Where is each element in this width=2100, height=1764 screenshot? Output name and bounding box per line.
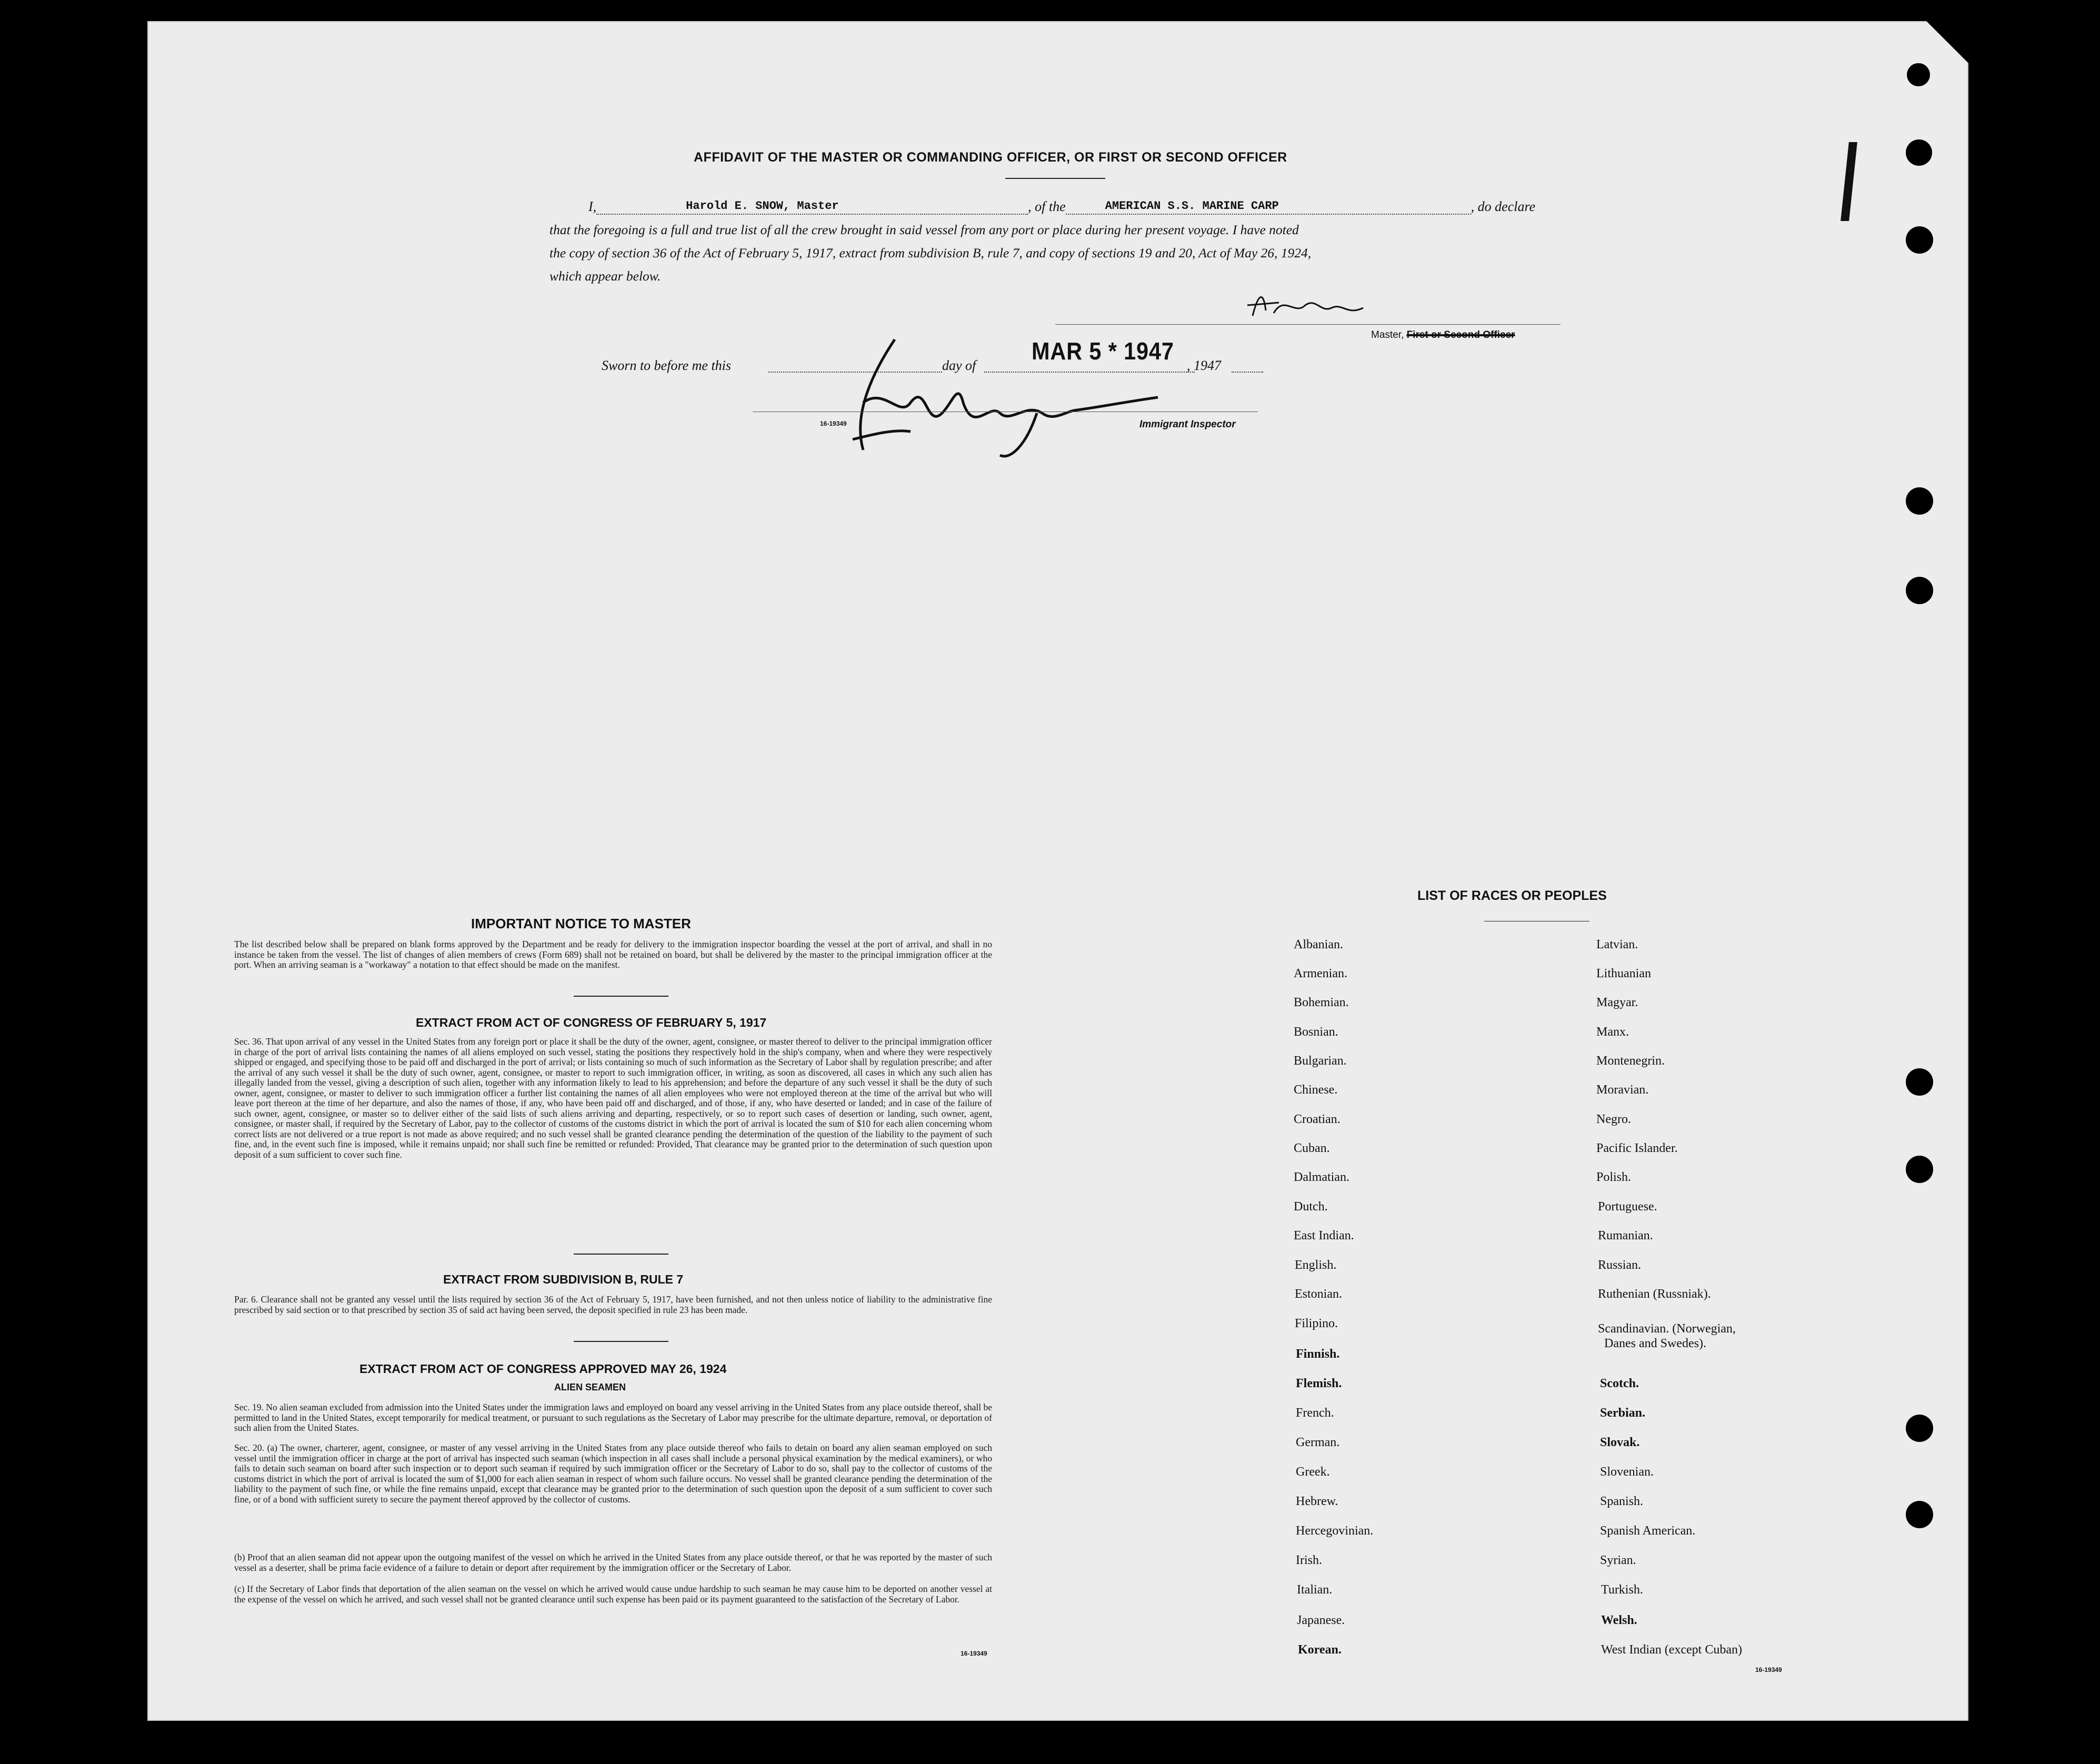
inspector-signature <box>821 324 1163 466</box>
race-left-item: Estonian. <box>1295 1287 1342 1301</box>
race-right-item: Russian. <box>1598 1258 1642 1272</box>
do-declare-label: , do declare <box>1471 199 1536 214</box>
race-left-item: Bosnian. <box>1294 1025 1338 1039</box>
race-left-item: Armenian. <box>1294 967 1347 980</box>
punch-hole <box>1906 139 1932 166</box>
race-left-item: Irish. <box>1296 1553 1322 1567</box>
race-right-item: Rumanian. <box>1598 1229 1653 1242</box>
subdivision-b-title: EXTRACT FROM SUBDIVISION B, RULE 7 <box>443 1272 684 1286</box>
race-left-item: Croatian. <box>1294 1112 1341 1126</box>
race-right-item: Scotch. <box>1600 1377 1639 1390</box>
race-left-item: Japanese. <box>1297 1613 1345 1627</box>
race-right-item: Negro. <box>1596 1112 1631 1126</box>
race-left-item: Albanian. <box>1294 938 1343 951</box>
notice-divider <box>574 996 668 997</box>
vessel-name: AMERICAN S.S. MARINE CARP <box>1105 199 1279 213</box>
race-left-item: French. <box>1296 1406 1334 1420</box>
extract-1917-divider <box>574 1254 668 1255</box>
race-right-item: Polish. <box>1596 1170 1632 1184</box>
race-left-item: Bulgarian. <box>1294 1054 1347 1068</box>
declarant-prefix: I, <box>588 199 597 214</box>
race-right-item: Spanish. <box>1600 1495 1644 1508</box>
year-label: , 1947 <box>1187 358 1221 373</box>
sec-20c-text: (c) If the Secretary of Labor finds that deportation of the alien seaman on the vessel on which he arrived would cause undue hardship to such seaman he may cause him to be deported on another vessel at the expense of the vessel on which he arrived, and such vessel shall not be granted clearance until such expense has been paid or its payment guaranteed to the satisfaction of the Secretary of Labor. <box>234 1583 992 1605</box>
race-right-item: Ruthenian (Russniak). <box>1598 1287 1711 1301</box>
punch-hole <box>1907 63 1930 86</box>
race-left-item: Dutch. <box>1294 1200 1328 1214</box>
race-left-item: Korean. <box>1298 1643 1342 1657</box>
race-right-item: Slovak. <box>1600 1436 1640 1449</box>
race-left-item: Finnish. <box>1296 1347 1340 1361</box>
sec-20a-text: Sec. 20. (a) The owner, charterer, agent, consignee, or master of any vessel arriving in the United States from any place outside thereof who fails to detain on board any alien seaman employed on such vessel until the immigration officer in charge at the port of arrival has inspected such seaman (which inspection in all cases shall include a personal physical examination by the medical examiners), or who fails to detain such seaman on board after such inspection or to deport such seaman if required by such immigration officer or the Secretary of Labor to do so, shall pay to the collector of customs of the customs district in which the port of arrival is located the sum of $1,000 for each alien seaman in respect of whom such failure occurs. No vessel shall be granted clearance pending the determination of the liability to the payment of such fine, or while the fine remains unpaid, except that clearance may be granted prior to the determination of such question upon the deposit of a sum sufficient to cover such fine, or of a bond with sufficient surety to secure the payment thereof approved by the collector of customs. <box>234 1442 992 1505</box>
master-label: Master, <box>1371 329 1407 340</box>
race-right-item: Manx. <box>1596 1025 1629 1039</box>
race-right-item: Danes and Swedes). <box>1604 1337 1706 1350</box>
race-right-item: Scandinavian. (Norwegian, <box>1598 1322 1736 1336</box>
race-left-item: Italian. <box>1297 1583 1333 1597</box>
inspector-label: Immigrant Inspector <box>1139 419 1236 430</box>
race-left-item: Chinese. <box>1294 1083 1338 1097</box>
race-left-item: Filipino. <box>1295 1317 1338 1330</box>
date-stamp: MAR 5 * 1947 <box>1032 337 1174 365</box>
race-right-item: Latvian. <box>1596 938 1638 951</box>
punch-hole <box>1906 1068 1933 1096</box>
punch-hole <box>1906 1415 1933 1442</box>
race-left-item: German. <box>1296 1436 1340 1449</box>
races-title: LIST OF RACES OR PEOPLES <box>1417 888 1607 903</box>
race-left-item: Cuban. <box>1294 1141 1330 1155</box>
notice-form-number: 16-19349 <box>961 1650 987 1657</box>
races-form-number: 16-19349 <box>1755 1666 1782 1673</box>
race-left-item: Greek. <box>1296 1465 1330 1479</box>
notice-text: The list described below shall be prepared on blank forms approved by the Department and be ready for delivery to the immigration inspector boarding the vessel at the port of arrival, and shall in no instance be taken from the vessel. The list of changes of alien members of crews (Form 689) shall not be retained on board, but shall be delivered by the master to the principal immigration officer at the port. When an arriving seaman is a "workaway" a notation to that effect should be made on the manifest. <box>234 939 992 970</box>
master-signature <box>1242 284 1379 326</box>
race-right-item: Montenegrin. <box>1596 1054 1665 1068</box>
race-right-item: Portuguese. <box>1598 1200 1657 1214</box>
master-name-field <box>596 199 1028 215</box>
sec-20b-text: (b) Proof that an alien seaman did not appear upon the outgoing manifest of the vessel on which he arrived in the United States from any place outside thereof, or that he was reported by the master of such vessel as a deserter, shall be prima facie evidence of a failure to detain or deport after requirement by the immigration officer or the Secretary of Labor. <box>234 1552 992 1573</box>
race-right-item: Syrian. <box>1600 1553 1636 1567</box>
subdivision-b-divider <box>574 1341 668 1342</box>
race-left-item: Hebrew. <box>1296 1495 1338 1508</box>
punch-hole <box>1906 226 1933 254</box>
of-the-label: , of the <box>1028 199 1066 214</box>
extract-1924-title: EXTRACT FROM ACT OF CONGRESS APPROVED MAY 26, 1924 <box>359 1362 727 1376</box>
race-right-item: West Indian (except Cuban) <box>1601 1643 1742 1657</box>
extract-1917-title: EXTRACT FROM ACT OF CONGRESS OF FEBRUARY 5, 1917 <box>416 1016 767 1029</box>
alien-seamen-subtitle: ALIEN SEAMEN <box>554 1382 626 1392</box>
race-right-item: Lithuanian <box>1596 967 1651 980</box>
race-right-item: Spanish American. <box>1600 1524 1696 1538</box>
race-right-item: Turkish. <box>1601 1583 1643 1597</box>
punch-hole <box>1906 1156 1933 1183</box>
race-left-item: Bohemian. <box>1294 996 1349 1009</box>
struck-officer-label: First or Second Officer <box>1406 329 1515 340</box>
affidavit-line-3: the copy of section 36 of the Act of February 5, 1917, extract from subdivision B, rule 7, and copy of sections 19 and 20, Act of May 26, 1924, <box>549 245 1312 260</box>
race-left-item: Flemish. <box>1296 1377 1342 1390</box>
affidavit-line-1 <box>588 199 1535 215</box>
race-left-item: Dalmatian. <box>1294 1170 1349 1184</box>
master-title-row <box>1371 329 1515 341</box>
sworn-prefix: Sworn to before me this <box>602 358 732 373</box>
race-right-item: Serbian. <box>1600 1406 1646 1420</box>
race-right-item: Pacific Islander. <box>1596 1141 1678 1155</box>
subdivision-b-text: Par. 6. Clearance shall not be granted any vessel until the lists required by section 36 of the Act of February 5, 1917, have been furnished, and not then unless notice of liability to the administrative fine prescribed by said section or to that prescribed by section 35 of said act having been served, the deposit specified in rule 23 has been made. <box>234 1294 992 1315</box>
affidavit-title: AFFIDAVIT OF THE MASTER OR COMMANDING OFFICER, OR FIRST OR SECOND OFFICER <box>694 150 1287 165</box>
race-right-item: Moravian. <box>1596 1083 1649 1097</box>
race-right-item: Welsh. <box>1601 1613 1637 1627</box>
punch-hole <box>1906 1501 1933 1528</box>
punch-hole <box>1906 577 1933 604</box>
notice-title: IMPORTANT NOTICE TO MASTER <box>471 916 691 931</box>
sworn-dotted-line-3 <box>1232 372 1263 373</box>
race-left-item: Hercegovinian. <box>1296 1524 1374 1538</box>
sec-19-text: Sec. 19. No alien seaman excluded from admission into the United States under the immigration laws and employed on board any vessel arriving in the United States from any place outside thereof, shall be permitted to land in the United States, except temporarily for medical treatment, or pursuant to such regulations as the Secretary of Labor may prescribe for the ultimate departure, removal, or deportation of such alien from the United States. <box>234 1402 992 1433</box>
race-right-item: Slovenian. <box>1600 1465 1654 1479</box>
page-corner-cut <box>1926 21 1974 68</box>
title-divider <box>1005 178 1105 179</box>
extract-1917-text: Sec. 36. That upon arrival of any vessel in the United States from any foreign port or place it shall be the duty of the owner, agent, consignee, or master thereof to deliver to the principal immigration officer in charge of the port of arrival lists containing the names of all aliens employed on such vessel, stating the positions they respectively hold in the ship's company, when and where they were respectively shipped or engaged, and specifying those to be paid off and discharged in the port of arrival; or lists containing so much of such information as the Secretary of Labor shall by regulation prescribe; and after the arrival of any such vessel it shall be the duty of such owner, agent, consignee, or master to report to such immigration officer, in writing, as soon as discovered, all cases in which any such alien has illegally landed from the vessel, giving a description of such alien, together with any information likely to lead to his apprehension; and before the departure of any such vessel it shall be the duty of such owner, agent, consignee, or master to deliver to such immigration officer a further list containing the names of all alien employees who were not employed thereon at the time of the arrival but who will leave port thereon at the time of her departure, and also the names of those, if any, who have been paid off and discharged, and of those, if any, who have deserted or landed; and in case of the failure of such owner, agent, consignee, or master so to deliver either of the said lists of such aliens arriving and departing, respectively, or so to report such cases of desertion or landing, such owner, agent, consignee, or master shall, if required by the Secretary of Labor, pay to the collector of customs of the customs district in which the port of arrival is located the sum of $10 for each alien concerning whom correct lists are not delivered or a true report is not made as above required; and no such vessel shall be granted clearance pending the determination of the question of the liability to the payment of such fine, and, in the event such fine is imposed, while it remains unpaid; nor shall such fine be remitted or refunded: Provided, That clearance may be granted prior to the determination of such question upon deposit of a sum sufficient to cover such fine. <box>234 1036 992 1160</box>
affidavit-line-2: that the foregoing is a full and true list of all the crew brought in said vessel from any port or place during her present voyage. I have noted <box>549 222 1299 237</box>
day-of-label: day of <box>942 358 976 373</box>
race-left-item: English. <box>1295 1258 1337 1272</box>
vessel-name-field <box>1066 199 1471 215</box>
master-name: Harold E. SNOW, Master <box>686 199 839 213</box>
affidavit-line-4: which appear below. <box>549 268 661 284</box>
punch-hole <box>1906 487 1933 515</box>
race-right-item: Magyar. <box>1596 996 1638 1009</box>
affidavit-form-number: 16-19349 <box>820 420 847 427</box>
race-left-item: East Indian. <box>1294 1229 1354 1242</box>
